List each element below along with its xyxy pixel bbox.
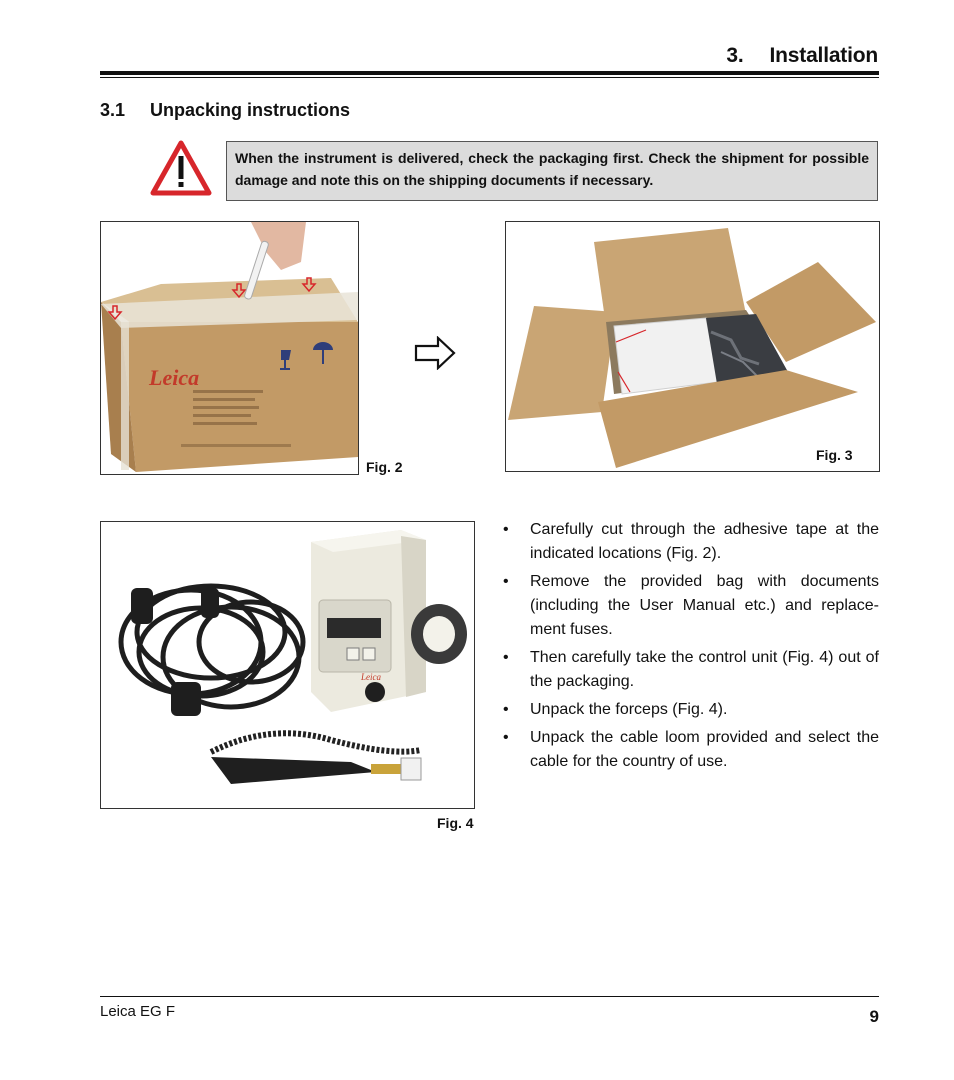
list-item	[503, 726, 879, 774]
warning-text: When the instrument is delivered, check the packaging first. Check the shipment for possible damage and note this on the shipping documents if necessary.	[235, 150, 869, 188]
figure-3-opened-box	[505, 221, 880, 472]
warning-note	[226, 141, 878, 201]
header-rule-thick	[100, 71, 879, 75]
bullet-symbol: •	[503, 729, 509, 746]
control-unit-illustration	[101, 522, 474, 808]
bullet-symbol: •	[503, 573, 509, 590]
section-number: 3.1	[100, 100, 126, 120]
unpacking-steps-list	[503, 518, 879, 778]
footer-rule	[100, 996, 879, 997]
list-item-text: Then carefully take the control unit (Fig. 4) out of the packaging.	[530, 649, 879, 690]
figure-2-sealed-box	[100, 221, 359, 475]
list-item	[503, 570, 879, 642]
chapter-title	[726, 44, 878, 68]
right-arrow-outline-icon	[414, 336, 456, 370]
list-item	[503, 698, 879, 722]
figure-3-label: Fig. 3	[816, 447, 853, 463]
bullet-symbol: •	[503, 521, 509, 538]
figure-4-label: Fig. 4	[437, 815, 474, 831]
section-title: Unpacking instructions	[150, 100, 351, 120]
warning-triangle-icon	[150, 140, 212, 196]
sealed-box-illustration	[101, 222, 358, 474]
list-item-text: Remove the provided bag with documents (including the User Manual etc.) and replacement fuses.	[530, 573, 879, 638]
chapter-number: 3.	[726, 44, 744, 67]
list-item-text: Unpack the cable loom provided and select the cable for the country of use.	[530, 729, 879, 770]
bullet-symbol: •	[503, 649, 509, 666]
footer-product-name: Leica EG F	[100, 1003, 176, 1020]
chapter-title-text: Installation	[769, 44, 878, 67]
list-item	[503, 518, 879, 566]
figure-2-label: Fig. 2	[366, 459, 403, 475]
figure-4-control-unit	[100, 521, 475, 809]
header-rule-thin	[100, 77, 879, 78]
box-brand-logo: Leica	[149, 365, 200, 390]
list-item-text: Carefully cut through the adhesive tape at the indicated locations (Fig. 2).	[530, 521, 879, 562]
list-item-text: Unpack the forceps (Fig. 4).	[530, 701, 728, 718]
svg-text:Leica: Leica	[361, 672, 381, 682]
section-heading	[100, 100, 350, 121]
list-item	[503, 646, 879, 694]
page-number: 9	[869, 1007, 879, 1026]
opened-box-illustration	[506, 222, 879, 471]
bullet-symbol: •	[503, 701, 509, 718]
